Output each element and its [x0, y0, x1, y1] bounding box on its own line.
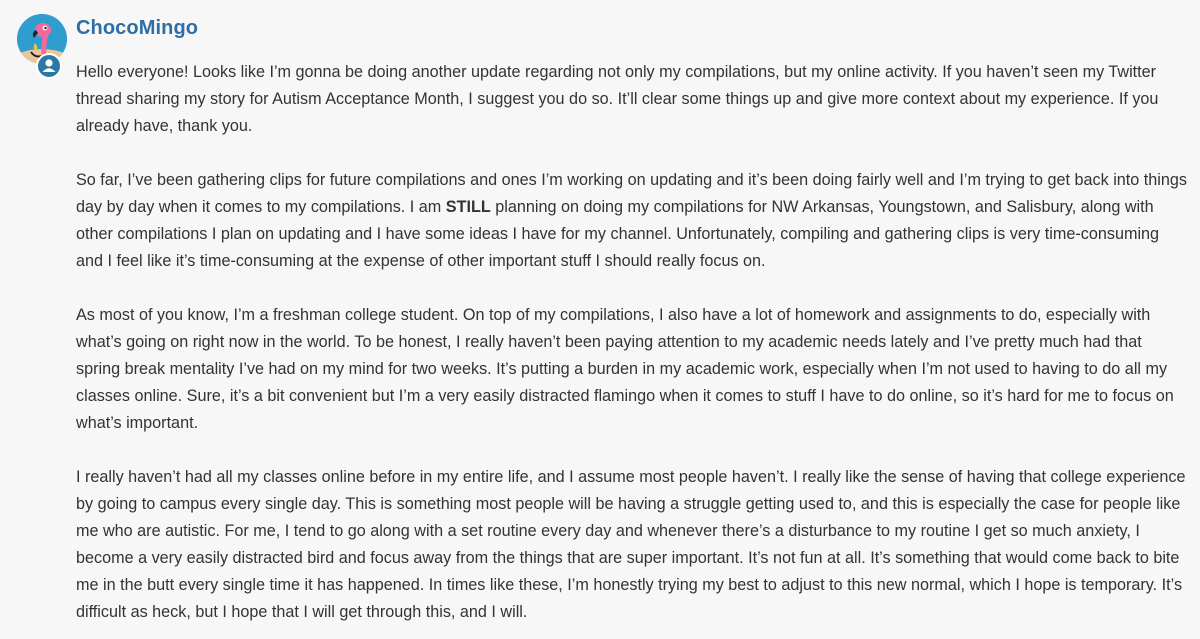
post-body	[76, 59, 1188, 639]
paragraph-text: So far, I’ve been gathering clips for future compilations and ones I’m working on updating and it’s been doing fairly well and I’m trying to get back into things day by day when it comes to my compilations. I am	[76, 171, 1187, 216]
username-link[interactable]: ChocoMingo	[76, 17, 199, 39]
post-paragraph: I really haven’t had all my classes online before in my entire life, and I assume most people haven’t. I really like the sense of having that college experience by going to campus every single day. This is something most people will be having a struggle getting used to, and this is especially the case for people like me who are autistic. For me, I tend to go along with a set routine every day and whenever there’s a disturbance to my routine I get so much anxiety, I become a very easily distracted bird and focus away from the things that are super important. It’s not fun at all. It’s something that would come back to bite me in the butt every single time it has happened. In times like these, I’m honestly trying my best to adjust to this new normal, which I hope is temporary. It’s difficult as heck, but I hope that I will get through this, and I will.	[76, 468, 1186, 621]
avatar-container[interactable]	[17, 14, 69, 66]
paragraph-text: planning on doing my compilations for NW Arkansas, Youngstown, and Salisbury, along with other compilations I plan on updating and I have some ideas I have for my channel. Unfortunately, compiling and gathering clips is very time-consuming and I feel like it’s time-consuming at the expense of other important stuff I should really focus on.	[76, 198, 1160, 270]
post-paragraph	[76, 167, 1188, 275]
post-paragraph: As most of you know, I’m a freshman college student. On top of my compilations, I also have a lot of homework and assignments to do, especially with what’s going on right now in the world. To be honest, I really haven’t been paying attention to my academic needs lately and I’ve pretty much had that spring break mentality I’ve had on my mind for two weeks. It’s putting a burden in my academic work, especially when I’m not used to having to do all my classes online. Sure, it’s a bit convenient but I’m a very easily distracted flamingo when it comes to stuff I have to do online, so it’s hard for me to focus on what’s important.	[76, 306, 1174, 432]
emphasis-text: STILL	[445, 198, 491, 216]
post-paragraph: Hello everyone! Looks like I’m gonna be doing another update regarding not only my compilations, but my online activity. If you haven’t seen my Twitter thread sharing my story for Autism Acceptance Month, I suggest you do so. It’ll clear some things up and give more context about my experience. If you already have, thank you.	[76, 63, 1159, 135]
user-icon	[36, 53, 62, 79]
